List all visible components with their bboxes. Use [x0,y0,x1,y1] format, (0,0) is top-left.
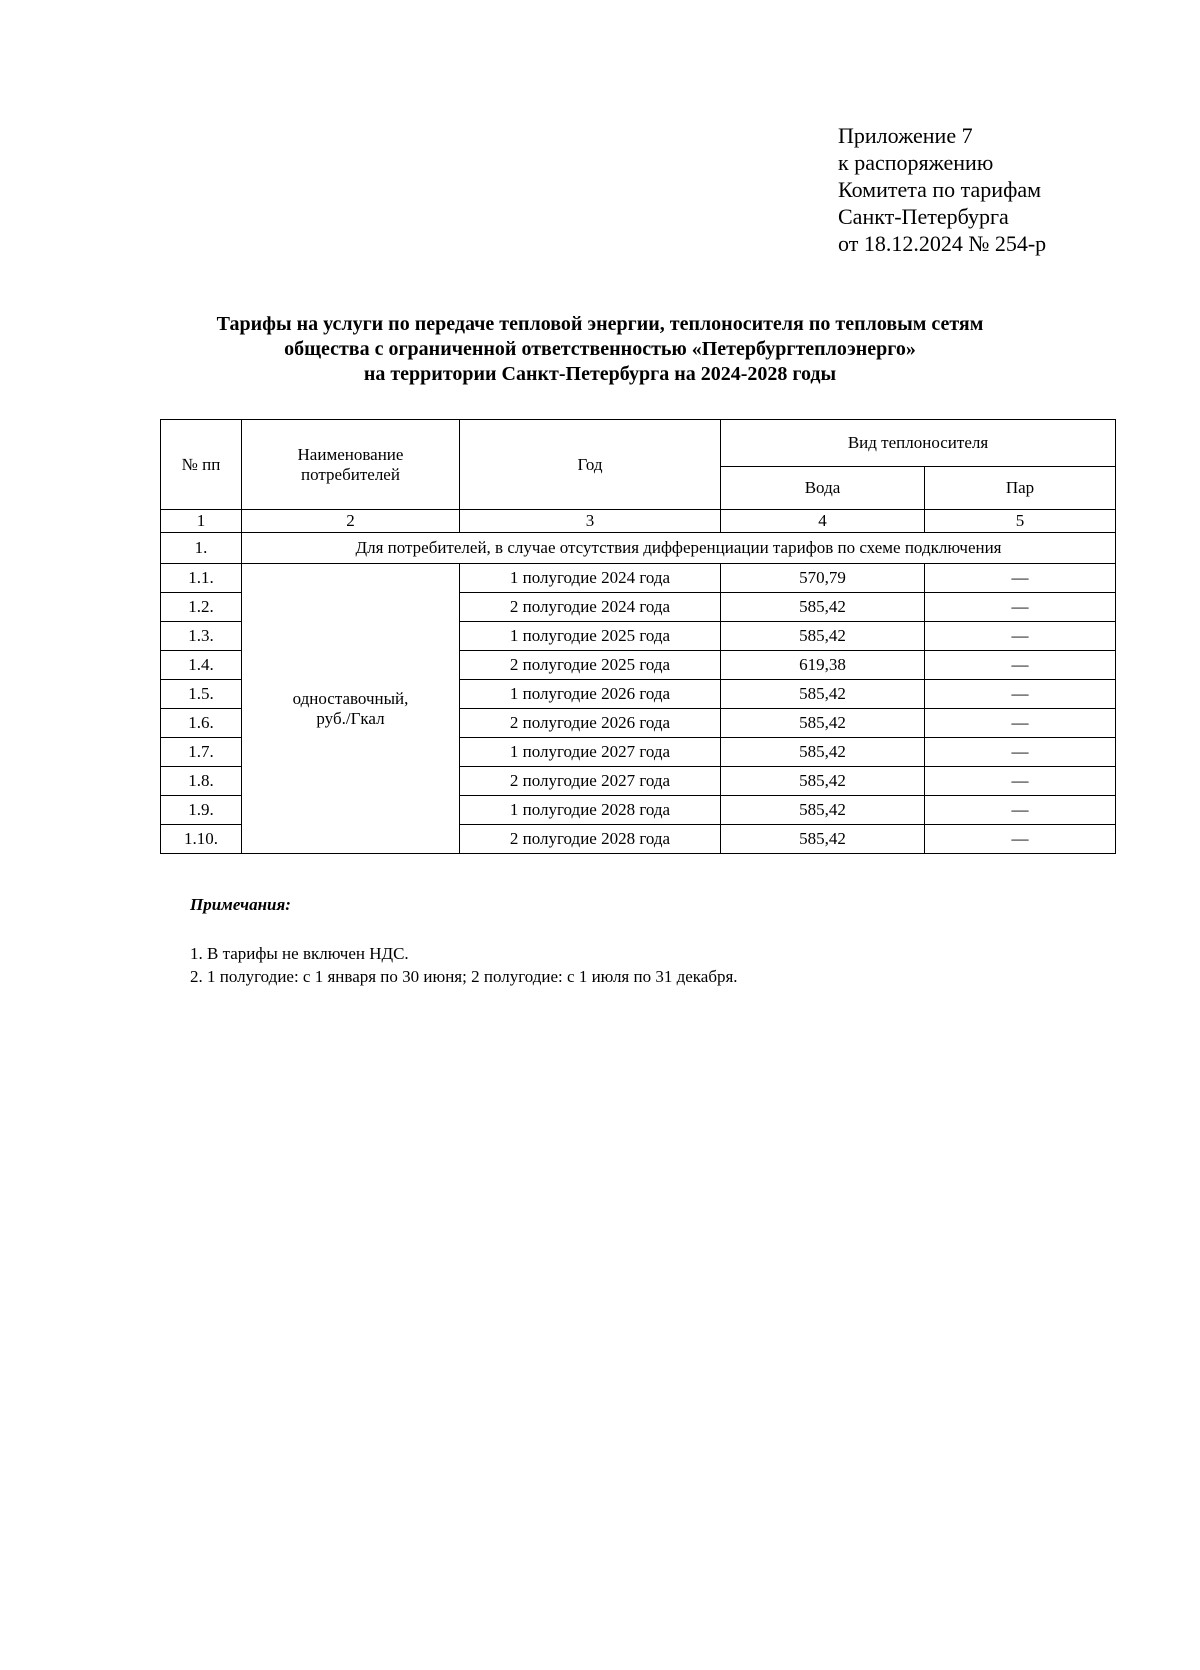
row-water-tariff: 585,42 [721,796,925,825]
column-number: 1 [161,510,242,533]
row-water-tariff: 585,42 [721,738,925,767]
appendix-line: от 18.12.2024 № 254-р [838,231,1047,256]
row-num: 1.4. [161,651,242,680]
row-period: 1 полугодие 2027 года [460,738,721,767]
row-steam-tariff: — [925,709,1116,738]
row-steam-tariff: — [925,738,1116,767]
title-line: Тарифы на услуги по передаче тепловой энергии, теплоносителя по тепловым сетям [216,313,984,335]
row-water-tariff: 585,42 [721,622,925,651]
row-period: 2 полугодие 2027 года [460,767,721,796]
note-item: 1. В тарифы не включен НДС. [190,944,409,963]
appendix-line: Санкт-Петербурга [838,204,1009,229]
consumer-type [242,564,460,854]
row-water-tariff: 585,42 [721,825,925,854]
row-water-tariff: 619,38 [721,651,925,680]
section-row [161,533,1116,564]
document-title [150,312,1050,387]
header-year: Год [460,420,721,510]
column-number: 4 [721,510,925,533]
appendix-line: Комитета по тарифам [838,177,1042,202]
section-label: Для потребителей, в случае отсутствия дифференциации тарифов по схеме подключения [242,533,1116,564]
header-consumer: Наименование потребителей [242,420,460,510]
notes-list [190,942,738,988]
row-water-tariff: 585,42 [721,680,925,709]
appendix-line: Приложение 7 [838,123,973,148]
column-number: 3 [460,510,721,533]
row-period: 1 полугодие 2028 года [460,796,721,825]
column-number-row [161,510,1116,533]
row-period: 1 полугодие 2025 года [460,622,721,651]
title-line: на территории Санкт-Петербурга на 2024-2028 годы [363,363,837,385]
row-steam-tariff: — [925,593,1116,622]
row-steam-tariff: — [925,680,1116,709]
row-num: 1.3. [161,622,242,651]
row-num: 1.2. [161,593,242,622]
row-num: 1.8. [161,767,242,796]
row-water-tariff: 570,79 [721,564,925,593]
row-period: 1 полугодие 2026 года [460,680,721,709]
row-water-tariff: 585,42 [721,709,925,738]
row-num: 1.7. [161,738,242,767]
row-steam-tariff: — [925,622,1116,651]
appendix-line: к распоряжению [838,150,994,175]
row-water-tariff: 585,42 [721,593,925,622]
row-steam-tariff: — [925,825,1116,854]
row-num: 1.6. [161,709,242,738]
consumer-type-line: руб./Гкал [316,708,385,728]
row-period: 2 полугодие 2025 года [460,651,721,680]
row-period: 2 полугодие 2028 года [460,825,721,854]
header-water: Вода [721,467,925,510]
row-num: 1.10. [161,825,242,854]
notes-title: Примечания: [190,895,291,914]
header-steam: Пар [925,467,1116,510]
column-number: 5 [925,510,1116,533]
consumer-type-line: одноставочный, [292,688,409,708]
header-carrier-type: Вид теплоносителя [721,420,1116,467]
table-row [161,564,1116,593]
row-num: 1.5. [161,680,242,709]
row-steam-tariff: — [925,767,1116,796]
row-steam-tariff: — [925,796,1116,825]
row-num: 1.9. [161,796,242,825]
row-steam-tariff: — [925,564,1116,593]
section-num: 1. [161,533,242,564]
note-item: 2. 1 полугодие: с 1 января по 30 июня; 2 полугодие: с 1 июля по 31 декабря. [190,967,738,986]
row-period: 1 полугодие 2024 года [460,564,721,593]
row-water-tariff: 585,42 [721,767,925,796]
header-row [161,420,1116,467]
row-period: 2 полугодие 2026 года [460,709,721,738]
row-period: 2 полугодие 2024 года [460,593,721,622]
title-line: общества с ограниченной ответственностью «Петербургтеплоэнерго» [284,338,916,360]
header-num: № пп [161,420,242,510]
tariff-table [160,419,1116,854]
row-num: 1.1. [161,564,242,593]
row-steam-tariff: — [925,651,1116,680]
appendix-reference [838,122,1046,257]
column-number: 2 [242,510,460,533]
